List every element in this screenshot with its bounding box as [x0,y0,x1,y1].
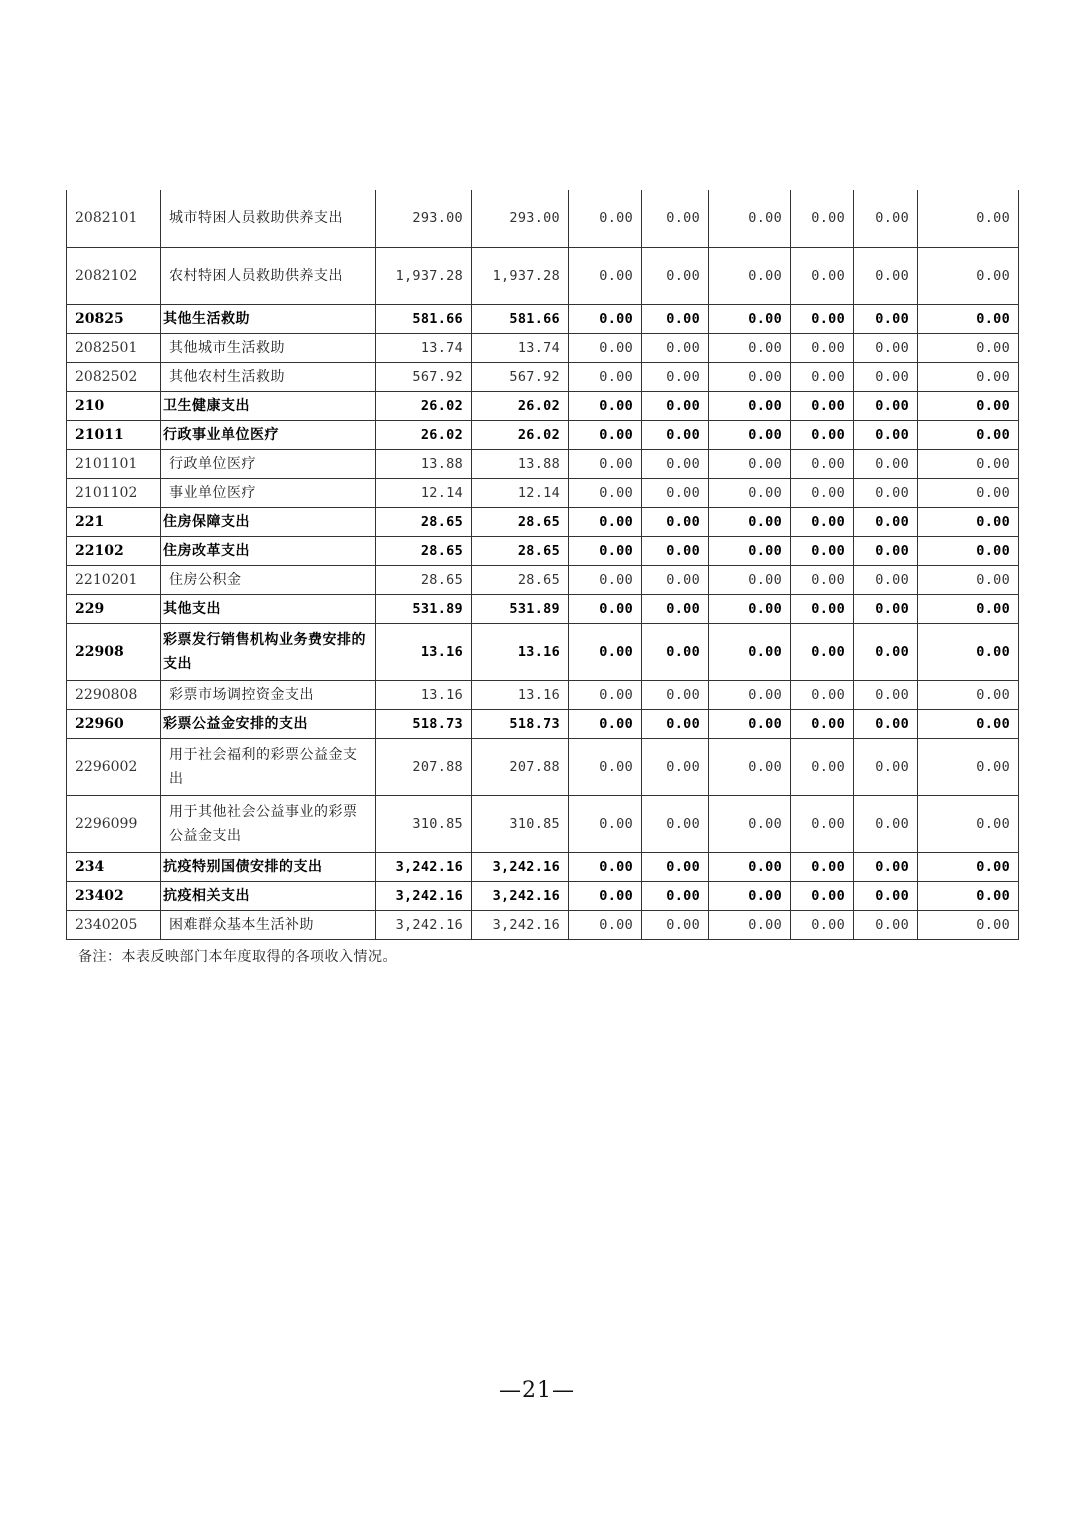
table-row [67,910,1019,939]
amount-cell: 0.00 [569,881,642,910]
amount-cell: 13.16 [472,680,569,709]
amount-cell: 13.16 [376,680,472,709]
amount-cell: 0.00 [791,881,854,910]
subject-name-cell: 其他支出 [161,594,376,623]
amount-cell: 28.65 [376,536,472,565]
amount-cell: 0.00 [918,536,1019,565]
table-row [67,362,1019,391]
amount-cell: 26.02 [376,391,472,420]
table-row [67,247,1019,304]
table-row [67,709,1019,738]
amount-cell: 0.00 [569,623,642,680]
amount-cell: 0.00 [642,795,709,852]
amount-cell: 0.00 [918,449,1019,478]
amount-cell: 207.88 [472,738,569,795]
amount-cell: 0.00 [569,565,642,594]
amount-cell: 0.00 [918,565,1019,594]
amount-cell: 0.00 [854,420,918,449]
subject-name-cell: 用于社会福利的彩票公益金支出 [161,738,376,795]
table-row [67,594,1019,623]
amount-cell: 0.00 [642,478,709,507]
amount-cell: 581.66 [472,304,569,333]
amount-cell: 0.00 [854,795,918,852]
amount-cell: 0.00 [642,680,709,709]
amount-cell: 0.00 [918,881,1019,910]
table-row [67,449,1019,478]
amount-cell: 0.00 [642,536,709,565]
amount-cell: 0.00 [642,881,709,910]
amount-cell: 0.00 [642,391,709,420]
amount-cell: 0.00 [569,852,642,881]
amount-cell: 0.00 [791,910,854,939]
amount-cell: 28.65 [376,565,472,594]
amount-cell: 0.00 [569,420,642,449]
amount-cell: 0.00 [569,190,642,247]
amount-cell: 0.00 [854,247,918,304]
amount-cell: 13.88 [472,449,569,478]
amount-cell: 0.00 [791,304,854,333]
amount-cell: 13.88 [376,449,472,478]
amount-cell: 310.85 [376,795,472,852]
amount-cell: 12.14 [376,478,472,507]
subject-code-cell: 2101102 [67,478,161,507]
subject-code-cell: 22908 [67,623,161,680]
amount-cell: 0.00 [791,852,854,881]
amount-cell: 0.00 [791,594,854,623]
amount-cell: 3,242.16 [376,910,472,939]
amount-cell: 0.00 [918,247,1019,304]
amount-cell: 0.00 [569,680,642,709]
amount-cell: 0.00 [709,852,791,881]
amount-cell: 0.00 [854,881,918,910]
amount-cell: 531.89 [472,594,569,623]
amount-cell: 0.00 [709,623,791,680]
amount-cell: 0.00 [569,333,642,362]
table-row [67,420,1019,449]
amount-cell: 0.00 [709,507,791,536]
amount-cell: 207.88 [376,738,472,795]
amount-cell: 0.00 [918,795,1019,852]
amount-cell: 0.00 [918,623,1019,680]
subject-code-cell: 229 [67,594,161,623]
amount-cell: 531.89 [376,594,472,623]
amount-cell: 0.00 [569,304,642,333]
table-row [67,190,1019,247]
amount-cell: 0.00 [854,449,918,478]
amount-cell: 26.02 [472,420,569,449]
amount-cell: 0.00 [854,333,918,362]
subject-code-cell: 2082502 [67,362,161,391]
amount-cell: 0.00 [642,420,709,449]
amount-cell: 0.00 [569,709,642,738]
subject-code-cell: 2340205 [67,910,161,939]
amount-cell: 0.00 [569,478,642,507]
amount-cell: 0.00 [854,304,918,333]
amount-cell: 518.73 [376,709,472,738]
table-row [67,536,1019,565]
subject-code-cell: 2082501 [67,333,161,362]
amount-cell: 0.00 [709,680,791,709]
amount-cell: 0.00 [791,795,854,852]
amount-cell: 0.00 [791,565,854,594]
amount-cell: 0.00 [918,304,1019,333]
amount-cell: 0.00 [569,507,642,536]
amount-cell: 0.00 [709,333,791,362]
amount-cell: 0.00 [709,420,791,449]
amount-cell: 0.00 [709,536,791,565]
amount-cell: 0.00 [854,507,918,536]
subject-name-cell: 用于其他社会公益事业的彩票公益金支出 [161,795,376,852]
amount-cell: 0.00 [569,910,642,939]
subject-name-cell: 住房改革支出 [161,536,376,565]
amount-cell: 3,242.16 [472,852,569,881]
subject-code-cell: 234 [67,852,161,881]
subject-code-cell: 2296099 [67,795,161,852]
amount-cell: 28.65 [472,565,569,594]
table-row [67,304,1019,333]
subject-code-cell: 210 [67,391,161,420]
amount-cell: 0.00 [791,623,854,680]
amount-cell: 0.00 [642,247,709,304]
amount-cell: 26.02 [472,391,569,420]
amount-cell: 0.00 [918,333,1019,362]
amount-cell: 0.00 [918,391,1019,420]
amount-cell: 0.00 [791,536,854,565]
subject-name-cell: 行政事业单位医疗 [161,420,376,449]
amount-cell: 0.00 [642,623,709,680]
subject-name-cell: 住房保障支出 [161,507,376,536]
subject-code-cell: 2082101 [67,190,161,247]
subject-name-cell: 城市特困人员救助供养支出 [161,190,376,247]
amount-cell: 0.00 [854,623,918,680]
subject-code-cell: 22102 [67,536,161,565]
amount-cell: 0.00 [854,852,918,881]
amount-cell: 0.00 [709,247,791,304]
amount-cell: 12.14 [472,478,569,507]
amount-cell: 0.00 [569,362,642,391]
amount-cell: 0.00 [791,709,854,738]
subject-name-cell: 住房公积金 [161,565,376,594]
amount-cell: 13.16 [472,623,569,680]
amount-cell: 0.00 [709,362,791,391]
table-row [67,565,1019,594]
table-row [67,852,1019,881]
amount-cell: 0.00 [918,190,1019,247]
table-row [67,333,1019,362]
amount-cell: 581.66 [376,304,472,333]
subject-name-cell: 卫生健康支出 [161,391,376,420]
amount-cell: 3,242.16 [472,881,569,910]
amount-cell: 0.00 [709,881,791,910]
amount-cell: 0.00 [854,680,918,709]
amount-cell: 0.00 [854,190,918,247]
subject-code-cell: 20825 [67,304,161,333]
amount-cell: 0.00 [791,680,854,709]
amount-cell: 0.00 [854,738,918,795]
amount-cell: 0.00 [642,565,709,594]
amount-cell: 0.00 [709,594,791,623]
amount-cell: 0.00 [854,565,918,594]
subject-name-cell: 彩票市场调控资金支出 [161,680,376,709]
amount-cell: 0.00 [918,738,1019,795]
amount-cell: 0.00 [791,507,854,536]
table-row [67,680,1019,709]
amount-cell: 28.65 [472,507,569,536]
amount-cell: 0.00 [854,362,918,391]
amount-cell: 0.00 [709,190,791,247]
subject-name-cell: 其他农村生活救助 [161,362,376,391]
amount-cell: 0.00 [854,709,918,738]
amount-cell: 28.65 [472,536,569,565]
table-row [67,478,1019,507]
amount-cell: 3,242.16 [472,910,569,939]
table-row [67,881,1019,910]
budget-table [66,190,1019,940]
subject-code-cell: 22960 [67,709,161,738]
subject-code-cell: 23402 [67,881,161,910]
amount-cell: 0.00 [709,910,791,939]
amount-cell: 0.00 [642,507,709,536]
amount-cell: 1,937.28 [376,247,472,304]
amount-cell: 0.00 [569,795,642,852]
amount-cell: 0.00 [918,420,1019,449]
amount-cell: 0.00 [569,738,642,795]
amount-cell: 0.00 [642,910,709,939]
amount-cell: 0.00 [709,709,791,738]
subject-code-cell: 2101101 [67,449,161,478]
subject-code-cell: 221 [67,507,161,536]
amount-cell: 0.00 [918,594,1019,623]
amount-cell: 0.00 [918,362,1019,391]
amount-cell: 0.00 [918,680,1019,709]
subject-code-cell: 2210201 [67,565,161,594]
subject-name-cell: 彩票公益金安排的支出 [161,709,376,738]
amount-cell: 13.74 [376,333,472,362]
page-number: —21— [499,1378,575,1403]
amount-cell: 0.00 [709,304,791,333]
table-row [67,507,1019,536]
amount-cell: 3,242.16 [376,852,472,881]
amount-cell: 0.00 [791,333,854,362]
amount-cell: 0.00 [709,391,791,420]
table-body [67,190,1019,939]
table-row [67,795,1019,852]
amount-cell: 0.00 [791,391,854,420]
subject-code-cell: 21011 [67,420,161,449]
amount-cell: 13.74 [472,333,569,362]
amount-cell: 0.00 [791,449,854,478]
amount-cell: 0.00 [642,852,709,881]
table-note: 备注：本表反映部门本年度取得的各项收入情况。 [78,949,397,965]
subject-code-cell: 2290808 [67,680,161,709]
amount-cell: 567.92 [472,362,569,391]
amount-cell: 3,242.16 [376,881,472,910]
amount-cell: 0.00 [642,594,709,623]
subject-name-cell: 困难群众基本生活补助 [161,910,376,939]
amount-cell: 0.00 [642,738,709,795]
amount-cell: 0.00 [854,594,918,623]
amount-cell: 518.73 [472,709,569,738]
amount-cell: 0.00 [791,420,854,449]
amount-cell: 310.85 [472,795,569,852]
subject-name-cell: 其他生活救助 [161,304,376,333]
amount-cell: 1,937.28 [472,247,569,304]
amount-cell: 0.00 [918,478,1019,507]
amount-cell: 28.65 [376,507,472,536]
amount-cell: 567.92 [376,362,472,391]
amount-cell: 0.00 [642,333,709,362]
amount-cell: 0.00 [642,709,709,738]
amount-cell: 0.00 [918,507,1019,536]
amount-cell: 0.00 [569,449,642,478]
subject-name-cell: 事业单位医疗 [161,478,376,507]
amount-cell: 0.00 [791,190,854,247]
amount-cell: 0.00 [791,362,854,391]
amount-cell: 0.00 [642,362,709,391]
amount-cell: 0.00 [642,304,709,333]
amount-cell: 0.00 [854,478,918,507]
amount-cell: 0.00 [569,536,642,565]
subject-name-cell: 行政单位医疗 [161,449,376,478]
amount-cell: 0.00 [709,449,791,478]
amount-cell: 13.16 [376,623,472,680]
amount-cell: 0.00 [709,795,791,852]
amount-cell: 0.00 [854,536,918,565]
subject-name-cell: 抗疫特别国债安排的支出 [161,852,376,881]
amount-cell: 26.02 [376,420,472,449]
amount-cell: 0.00 [569,594,642,623]
subject-name-cell: 彩票发行销售机构业务费安排的支出 [161,623,376,680]
table-row [67,738,1019,795]
subject-code-cell: 2296002 [67,738,161,795]
amount-cell: 0.00 [918,852,1019,881]
amount-cell: 0.00 [791,738,854,795]
table-row [67,391,1019,420]
amount-cell: 293.00 [376,190,472,247]
subject-name-cell: 抗疫相关支出 [161,881,376,910]
amount-cell: 0.00 [791,247,854,304]
table-row [67,623,1019,680]
subject-name-cell: 农村特困人员救助供养支出 [161,247,376,304]
amount-cell: 0.00 [642,190,709,247]
subject-name-cell: 其他城市生活救助 [161,333,376,362]
amount-cell: 293.00 [472,190,569,247]
amount-cell: 0.00 [569,247,642,304]
subject-code-cell: 2082102 [67,247,161,304]
amount-cell: 0.00 [709,565,791,594]
amount-cell: 0.00 [569,391,642,420]
amount-cell: 0.00 [854,391,918,420]
amount-cell: 0.00 [918,910,1019,939]
amount-cell: 0.00 [709,478,791,507]
amount-cell: 0.00 [918,709,1019,738]
amount-cell: 0.00 [791,478,854,507]
amount-cell: 0.00 [854,910,918,939]
amount-cell: 0.00 [642,449,709,478]
amount-cell: 0.00 [709,738,791,795]
